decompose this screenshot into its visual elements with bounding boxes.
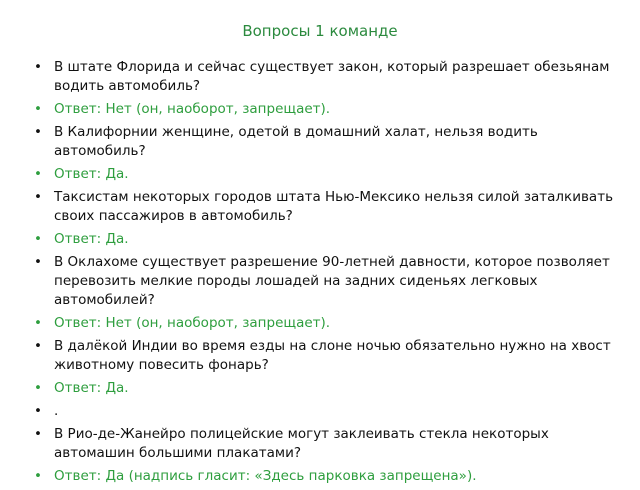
answer-text: Ответ: Нет (он, наоборот, запрещает). xyxy=(54,315,331,331)
bullet-icon: • xyxy=(34,338,42,354)
question-item xyxy=(30,123,620,161)
question-text: . xyxy=(54,403,59,419)
question-item xyxy=(30,58,620,96)
answer-text: Ответ: Да (надпись гласит: «Здесь парковка запрещена»). xyxy=(54,468,477,484)
bullet-icon: • xyxy=(34,231,42,247)
bullet-icon: • xyxy=(34,426,42,442)
bullet-icon: • xyxy=(34,59,42,75)
question-item xyxy=(30,425,620,463)
question-item xyxy=(30,253,620,310)
question-item xyxy=(30,188,620,226)
slide-title: Вопросы 1 команде xyxy=(242,22,398,40)
question-item xyxy=(30,402,620,421)
answer-item xyxy=(30,314,620,333)
bullet-icon: • xyxy=(34,403,42,419)
question-text: Таксистам некоторых городов штата Нью-Мексико нельзя силой заталкивать своих пассажиров в автомобиль? xyxy=(54,189,614,224)
answer-item xyxy=(30,165,620,184)
bullet-icon: • xyxy=(34,189,42,205)
question-list xyxy=(30,58,620,490)
answer-item xyxy=(30,379,620,398)
bullet-icon: • xyxy=(34,315,42,331)
bullet-icon: • xyxy=(34,380,42,396)
answer-text: Ответ: Да. xyxy=(54,231,129,247)
question-text: В Оклахоме существует разрешение 90-летней давности, которое позволяет перевозить мелкие породы лошадей на задних сиденьях легковых автомобилей? xyxy=(54,254,610,308)
bullet-icon: • xyxy=(34,468,42,484)
answer-text: Ответ: Да. xyxy=(54,166,129,182)
question-text: В Калифорнии женщине, одетой в домашний халат, нельзя водить автомобиль? xyxy=(54,124,538,159)
bullet-icon: • xyxy=(34,166,42,182)
answer-text: Ответ: Нет (он, наоборот, запрещает). xyxy=(54,101,331,117)
question-item xyxy=(30,337,620,375)
bullet-icon: • xyxy=(34,101,42,117)
question-text: В Рио-де-Жанейро полицейские могут заклеивать стекла некоторых автомашин большими плакатами? xyxy=(54,426,549,461)
answer-item xyxy=(30,100,620,119)
question-text: В далёкой Индии во время езды на слоне ночью обязательно нужно на хвост животному повесить фонарь? xyxy=(54,338,611,373)
answer-text: Ответ: Да. xyxy=(54,380,129,396)
question-text: В штате Флорида и сейчас существует закон, который разрешает обезьянам водить автомобиль? xyxy=(54,59,610,94)
answer-item xyxy=(30,230,620,249)
bullet-icon: • xyxy=(34,124,42,140)
bullet-icon: • xyxy=(34,254,42,270)
answer-item xyxy=(30,467,620,486)
